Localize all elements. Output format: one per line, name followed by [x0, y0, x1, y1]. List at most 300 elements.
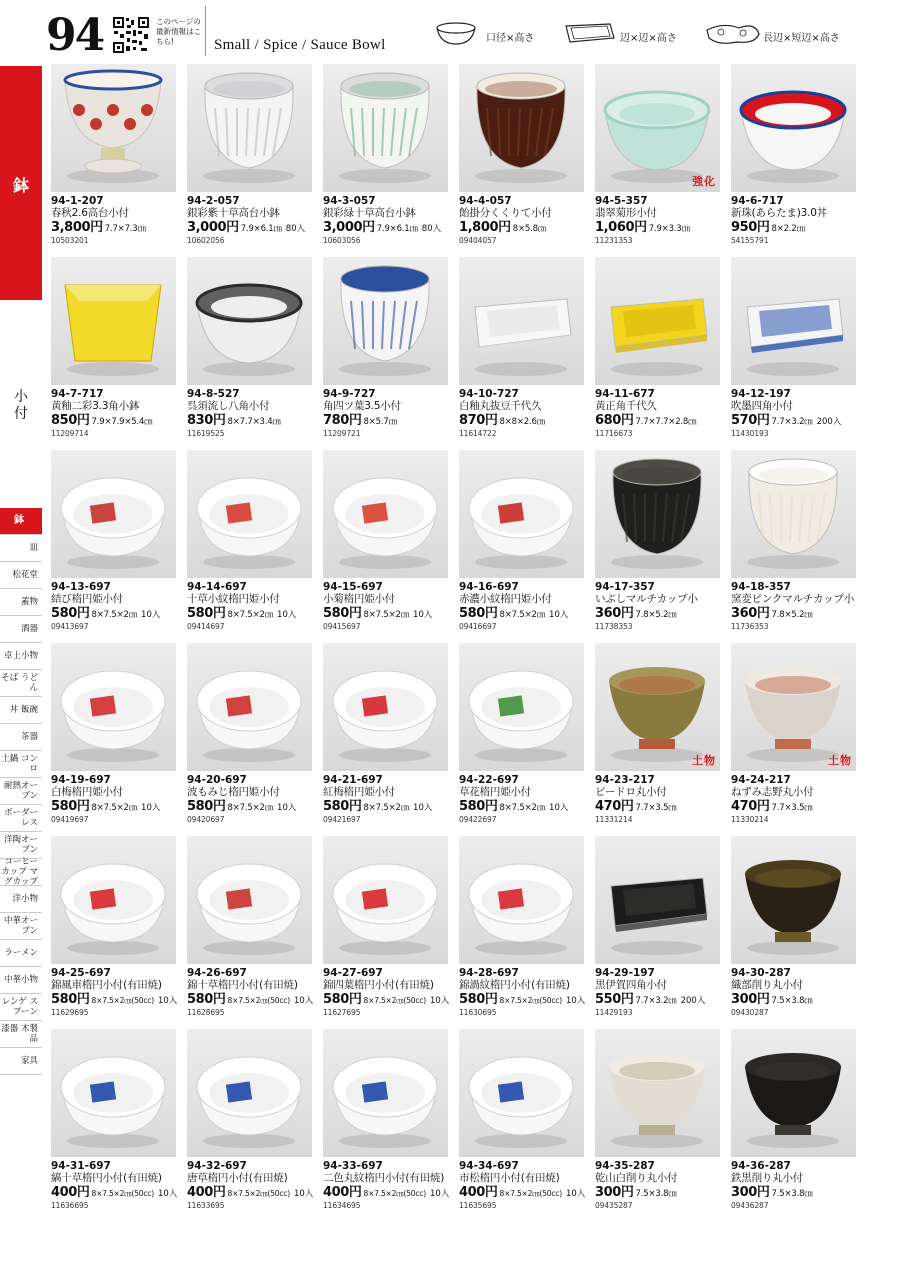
price-row [459, 412, 589, 429]
product-price: 580円 [187, 992, 226, 1007]
bowl-icon [187, 643, 312, 771]
product-code: 94-29-197 [595, 967, 655, 979]
product-card[interactable] [731, 643, 856, 829]
price-row [595, 412, 725, 429]
nav-item-shikki[interactable]: 漆器 木製品 [0, 1021, 42, 1048]
pack-quantity: 10入 [141, 803, 161, 813]
nav-item-chuka-komono[interactable]: 中華小物 [0, 967, 42, 994]
price-row [187, 605, 317, 622]
product-photo[interactable] [459, 64, 584, 192]
category-label: 鉢 [12, 176, 29, 195]
product-code: 94-32-697 [187, 1160, 247, 1172]
product-card[interactable] [51, 64, 176, 250]
price-row [459, 991, 589, 1008]
product-name: 新珠(あらたま)3.0丼 [731, 207, 827, 219]
product-card[interactable] [731, 836, 856, 1022]
price-row [51, 798, 181, 815]
bowl-icon [595, 836, 720, 964]
product-card[interactable] [595, 836, 720, 1022]
product-name: 波もみじ楕円姫小付 [187, 786, 280, 798]
nav-item-ramen[interactable]: ラーメン [0, 940, 42, 967]
product-code: 94-2-057 [187, 195, 240, 207]
product-info [731, 774, 861, 824]
price-row [187, 1184, 317, 1201]
jan-code: 11209714 [51, 429, 89, 438]
product-card[interactable] [731, 450, 856, 636]
product-photo[interactable] [187, 257, 312, 385]
product-card[interactable] [187, 643, 312, 829]
legend-oval [703, 20, 863, 50]
jan-code: 11627695 [323, 1008, 361, 1017]
product-photo[interactable] [731, 64, 856, 192]
product-info [595, 967, 725, 1017]
product-photo[interactable] [731, 643, 856, 771]
pack-quantity: 10入 [277, 803, 297, 813]
product-code: 94-15-697 [323, 581, 383, 593]
product-card[interactable] [323, 836, 448, 1022]
product-price: 300円 [731, 1185, 770, 1200]
price-row [731, 412, 861, 429]
nav-item-oven[interactable]: 耐熱オーブン [0, 778, 42, 805]
product-size: 8×7.7×3.4㎝ [227, 417, 281, 427]
product-photo[interactable] [731, 450, 856, 578]
product-name: 赤濃小紋楕円姫小付 [459, 593, 552, 605]
product-info [595, 774, 725, 824]
nav-item-hachi[interactable]: 鉢 [0, 508, 42, 535]
bowl-icon [323, 257, 448, 385]
pack-quantity: 10入 [277, 610, 297, 620]
category-nav [0, 508, 42, 1075]
product-photo[interactable] [323, 1029, 448, 1157]
product-info [595, 388, 725, 438]
square-dish-icon [562, 20, 618, 50]
bowl-icon [459, 450, 584, 578]
jan-code: 09404057 [459, 236, 497, 245]
product-info [731, 388, 861, 438]
product-photo[interactable] [187, 450, 312, 578]
legend-round [432, 20, 552, 50]
product-price: 470円 [595, 799, 634, 814]
jan-code: 10503201 [51, 236, 89, 245]
oval-dish-icon [703, 20, 763, 50]
bowl-icon [731, 836, 856, 964]
product-code: 94-30-287 [731, 967, 791, 979]
product-card[interactable] [595, 450, 720, 636]
product-name: 飴掛分くくりて小付 [459, 207, 552, 219]
product-card[interactable] [459, 64, 584, 250]
bowl-icon [323, 836, 448, 964]
product-info [187, 195, 317, 245]
price-row [51, 1184, 181, 1201]
product-card[interactable] [323, 450, 448, 636]
product-card[interactable] [187, 1029, 312, 1215]
product-price: 580円 [323, 992, 362, 1007]
bowl-icon [731, 64, 856, 192]
product-name: 黒伊賀四角小付 [595, 979, 668, 991]
product-photo[interactable] [51, 643, 176, 771]
bowl-icon [51, 64, 176, 192]
product-code: 94-21-697 [323, 774, 383, 786]
price-row [459, 605, 589, 622]
jan-code: 09421697 [323, 815, 361, 824]
price-row [323, 1184, 453, 1201]
nav-item-shuki[interactable]: 酒器 [0, 616, 42, 643]
pack-quantity: 10入 [549, 803, 569, 813]
product-photo[interactable] [323, 450, 448, 578]
product-code: 94-25-697 [51, 967, 111, 979]
nav-item-chaki[interactable]: 茶器 [0, 724, 42, 751]
product-name: 乾山白削り丸小付 [595, 1172, 678, 1184]
product-price: 570円 [731, 413, 770, 428]
product-card[interactable] [595, 64, 720, 250]
pack-quantity: 10入 [293, 996, 314, 1006]
product-photo[interactable] [459, 643, 584, 771]
nav-item-kagu[interactable]: 家具 [0, 1048, 42, 1075]
product-photo[interactable] [187, 836, 312, 964]
product-size: 7.9×3.3㎝ [648, 224, 690, 234]
product-card[interactable] [595, 1029, 720, 1215]
jan-code: 11633695 [187, 1201, 225, 1210]
jan-code: 11635695 [459, 1201, 497, 1210]
bowl-icon [595, 450, 720, 578]
product-size: 7.7×3.2㎝ [635, 996, 677, 1006]
jan-code: 09430287 [731, 1008, 769, 1017]
round-bowl-icon [432, 20, 486, 50]
product-name: 黄釉二彩3.3角小鉢 [51, 400, 140, 412]
product-photo[interactable] [731, 836, 856, 964]
product-card[interactable] [51, 836, 176, 1022]
bowl-icon [187, 1029, 312, 1157]
product-info [595, 195, 725, 245]
product-card[interactable] [187, 64, 312, 250]
pack-quantity: 10入 [429, 996, 450, 1006]
product-card[interactable] [459, 450, 584, 636]
product-code: 94-16-697 [459, 581, 519, 593]
product-size: 7.7×3.2㎝ [771, 417, 813, 427]
product-price: 580円 [459, 992, 498, 1007]
product-photo[interactable] [323, 64, 448, 192]
product-code: 94-27-697 [323, 967, 383, 979]
product-size: 8×7.5×2㎝ [227, 803, 274, 813]
bowl-icon [51, 643, 176, 771]
price-row [187, 219, 317, 236]
nav-item-shokado[interactable]: 松花堂 [0, 562, 42, 589]
product-info [731, 967, 861, 1017]
product-info [323, 774, 453, 824]
nav-item-coffee[interactable]: コーヒーカップ マグカップ [0, 859, 42, 886]
pack-quantity: 10入 [565, 996, 586, 1006]
bowl-icon [459, 257, 584, 385]
product-code: 94-20-697 [187, 774, 247, 786]
product-size: 8×7.5×2㎝(50cc) [227, 1189, 290, 1198]
product-photo[interactable] [595, 836, 720, 964]
product-code: 94-18-357 [731, 581, 791, 593]
product-code: 94-14-697 [187, 581, 247, 593]
product-card[interactable] [731, 257, 856, 443]
product-price: 400円 [187, 1185, 226, 1200]
jan-code: 11231353 [595, 236, 633, 245]
product-name: 鉄黒削り丸小付 [731, 1172, 804, 1184]
product-code: 94-24-217 [731, 774, 791, 786]
product-photo[interactable] [595, 643, 720, 771]
price-row [323, 991, 453, 1008]
price-row [323, 219, 453, 236]
product-card[interactable] [187, 450, 312, 636]
product-card[interactable] [459, 836, 584, 1022]
product-photo[interactable] [595, 450, 720, 578]
jan-code: 11429193 [595, 1008, 633, 1017]
product-photo[interactable] [323, 257, 448, 385]
price-row [731, 798, 861, 815]
product-price: 950円 [731, 220, 770, 235]
pack-quantity: 10入 [429, 1189, 450, 1199]
product-photo[interactable] [323, 643, 448, 771]
product-code: 94-35-287 [595, 1160, 655, 1172]
product-price: 580円 [323, 606, 362, 621]
product-photo[interactable] [459, 257, 584, 385]
product-name: 白梅楕円姫小付 [51, 786, 124, 798]
product-photo[interactable] [595, 1029, 720, 1157]
product-photo[interactable] [459, 1029, 584, 1157]
product-price: 3,800円 [51, 220, 103, 235]
product-info [459, 388, 589, 438]
product-name: 織部削り丸小付 [731, 979, 804, 991]
product-price: 400円 [459, 1185, 498, 1200]
bowl-icon [51, 836, 176, 964]
bowl-icon [595, 257, 720, 385]
product-photo[interactable] [51, 257, 176, 385]
product-code: 94-12-197 [731, 388, 791, 400]
product-card[interactable] [323, 257, 448, 443]
product-card[interactable] [51, 1029, 176, 1215]
nav-item-donburi[interactable]: 丼 飯碗 [0, 697, 42, 724]
product-size: 8×7.5×2㎝ [499, 803, 546, 813]
product-size: 8×5.8㎝ [512, 224, 547, 234]
bowl-icon [323, 450, 448, 578]
product-price: 360円 [731, 606, 770, 621]
product-info [459, 967, 589, 1017]
jan-code: 11738353 [595, 622, 633, 631]
nav-item-sara[interactable]: 皿 [0, 535, 42, 562]
product-price: 300円 [595, 1185, 634, 1200]
product-size: 7.7×7.7×2.8㎝ [635, 417, 697, 427]
pack-quantity: 200入 [816, 417, 842, 427]
page-header [0, 0, 900, 62]
nav-item-futamono[interactable]: 蓋物 [0, 589, 42, 616]
product-photo[interactable] [51, 450, 176, 578]
product-code: 94-19-697 [51, 774, 111, 786]
price-row [459, 798, 589, 815]
product-size: 7.7×3.5㎝ [771, 803, 813, 813]
product-name: 翡翠菊形小付 [595, 207, 657, 219]
product-size: 8×7.5×2㎝ [363, 803, 410, 813]
pack-quantity: 10入 [157, 1189, 178, 1199]
product-info [595, 581, 725, 631]
product-card[interactable] [595, 257, 720, 443]
product-photo[interactable] [595, 64, 720, 192]
product-price: 1,060円 [595, 220, 647, 235]
product-info [459, 581, 589, 631]
product-code: 94-6-717 [731, 195, 784, 207]
product-size: 8×7.5×2㎝(50cc) [499, 1189, 562, 1198]
product-size: 7.7×3.5㎝ [635, 803, 677, 813]
jan-code: 09415697 [323, 622, 361, 631]
product-price: 830円 [187, 413, 226, 428]
product-card[interactable] [323, 64, 448, 250]
bowl-icon [51, 450, 176, 578]
product-price: 580円 [187, 606, 226, 621]
nav-item-yokomono[interactable]: 洋小物 [0, 886, 42, 913]
product-info [51, 581, 181, 631]
nav-item-chuka-oven[interactable]: 中華オーブン [0, 913, 42, 940]
product-size: 7.9×7.9×5.4㎝ [91, 417, 153, 427]
price-row [459, 1184, 589, 1201]
bowl-icon [731, 257, 856, 385]
bowl-icon [187, 836, 312, 964]
nav-item-soba[interactable]: そば うどん [0, 670, 42, 697]
product-info [459, 1160, 589, 1210]
product-grid [51, 64, 856, 1215]
product-name: 小菊楕円姫小付 [323, 593, 396, 605]
page-title: Small / Spice / Sauce Bowl [214, 37, 386, 53]
product-photo[interactable] [51, 1029, 176, 1157]
product-photo[interactable] [595, 257, 720, 385]
price-row [731, 219, 861, 236]
price-row [323, 412, 453, 429]
product-info [323, 195, 453, 245]
product-price: 580円 [187, 799, 226, 814]
jan-code: 11619525 [187, 429, 225, 438]
product-size: 7.5×3.8㎝ [771, 996, 813, 1006]
bowl-icon [323, 1029, 448, 1157]
product-name: ビードロ丸小付 [595, 786, 667, 798]
jan-code: 10602056 [187, 236, 225, 245]
product-photo[interactable] [731, 257, 856, 385]
product-code: 94-1-207 [51, 195, 104, 207]
product-info [187, 967, 317, 1017]
product-price: 3,000円 [187, 220, 239, 235]
product-card[interactable] [731, 1029, 856, 1215]
qr-code-icon[interactable] [112, 16, 150, 54]
price-row [187, 412, 317, 429]
nav-item-yoto[interactable]: 洋陶オーブン [0, 832, 42, 859]
jan-code: 09435287 [595, 1201, 633, 1210]
product-card[interactable] [187, 257, 312, 443]
product-card[interactable] [51, 257, 176, 443]
product-info [51, 388, 181, 438]
product-name: 縞十草楕円小付(有田焼) [51, 1172, 162, 1184]
price-row [51, 412, 181, 429]
product-card[interactable] [731, 64, 856, 250]
product-card[interactable] [51, 643, 176, 829]
bowl-icon [187, 450, 312, 578]
product-size: 8×7.5×2㎝(50cc) [91, 996, 154, 1005]
product-photo[interactable] [51, 836, 176, 964]
nav-item-takujo[interactable]: 卓上小物 [0, 643, 42, 670]
jan-code: 11716673 [595, 429, 633, 438]
product-card[interactable] [323, 643, 448, 829]
product-size: 8×7.5×2㎝ [499, 610, 546, 620]
jan-code: 09416697 [459, 622, 497, 631]
price-row [595, 1184, 725, 1201]
bowl-icon [731, 450, 856, 578]
product-price: 580円 [51, 606, 90, 621]
bowl-icon [187, 64, 312, 192]
product-photo[interactable] [731, 1029, 856, 1157]
product-card[interactable] [51, 450, 176, 636]
product-size: 8×5.7㎝ [363, 417, 397, 427]
pack-quantity: 10入 [157, 996, 178, 1006]
product-info [459, 774, 589, 824]
price-row [187, 798, 317, 815]
product-name: 銀彩紫十草高台小鉢 [187, 207, 280, 219]
jan-code: 11629695 [51, 1008, 89, 1017]
bowl-icon [459, 64, 584, 192]
product-size: 8×7.5×2㎝ [227, 610, 274, 620]
price-row [731, 991, 861, 1008]
jan-code: 09436287 [731, 1201, 769, 1210]
jan-code: 11636695 [51, 1201, 89, 1210]
product-info [323, 388, 453, 438]
jan-code: 09413697 [51, 622, 89, 631]
product-card[interactable] [459, 257, 584, 443]
bowl-icon [459, 643, 584, 771]
product-info [51, 195, 181, 245]
jan-code: 11331214 [595, 815, 633, 824]
product-code: 94-28-697 [459, 967, 519, 979]
product-size: 8×8×2.6㎝ [499, 417, 546, 427]
product-code: 94-5-357 [595, 195, 648, 207]
product-photo[interactable] [459, 836, 584, 964]
product-card[interactable] [595, 643, 720, 829]
jan-code: 10603056 [323, 236, 361, 245]
product-photo[interactable] [187, 1029, 312, 1157]
product-photo[interactable] [459, 450, 584, 578]
product-size: 7.5×3.8㎝ [635, 1189, 677, 1199]
nav-item-donabe[interactable]: 土鍋 コンロ [0, 751, 42, 778]
jan-code: 11630695 [459, 1008, 497, 1017]
product-photo[interactable] [187, 64, 312, 192]
product-code: 94-26-697 [187, 967, 247, 979]
product-name: ねずみ志野丸小付 [731, 786, 814, 798]
product-card[interactable] [187, 836, 312, 1022]
product-card[interactable] [323, 1029, 448, 1215]
jan-code: 11614722 [459, 429, 497, 438]
jan-code: 11634695 [323, 1201, 361, 1210]
product-info [187, 1160, 317, 1210]
product-size: 8×7.5×2㎝ [91, 610, 138, 620]
jan-code: 54155791 [731, 236, 769, 245]
product-price: 580円 [51, 799, 90, 814]
product-size: 8×7.5×2㎝(50cc) [499, 996, 562, 1005]
product-photo[interactable] [187, 643, 312, 771]
product-size: 8×7.5×2㎝(50cc) [91, 1189, 154, 1198]
nav-item-renge[interactable]: レンゲ スプーン [0, 994, 42, 1021]
product-name: 呉須流し八角小付 [187, 400, 270, 412]
product-card[interactable] [459, 643, 584, 829]
product-size: 8×7.5×2㎝ [363, 610, 410, 620]
product-info [323, 967, 453, 1017]
bowl-icon [595, 1029, 720, 1157]
product-photo[interactable] [51, 64, 176, 192]
product-card[interactable] [459, 1029, 584, 1215]
product-code: 94-31-697 [51, 1160, 111, 1172]
product-photo[interactable] [323, 836, 448, 964]
pack-quantity: 10入 [413, 803, 433, 813]
product-name: 市松楕円小付(有田焼) [459, 1172, 560, 1184]
pack-quantity: 10入 [293, 1189, 314, 1199]
nav-item-borderless[interactable]: ボーダーレス [0, 805, 42, 832]
